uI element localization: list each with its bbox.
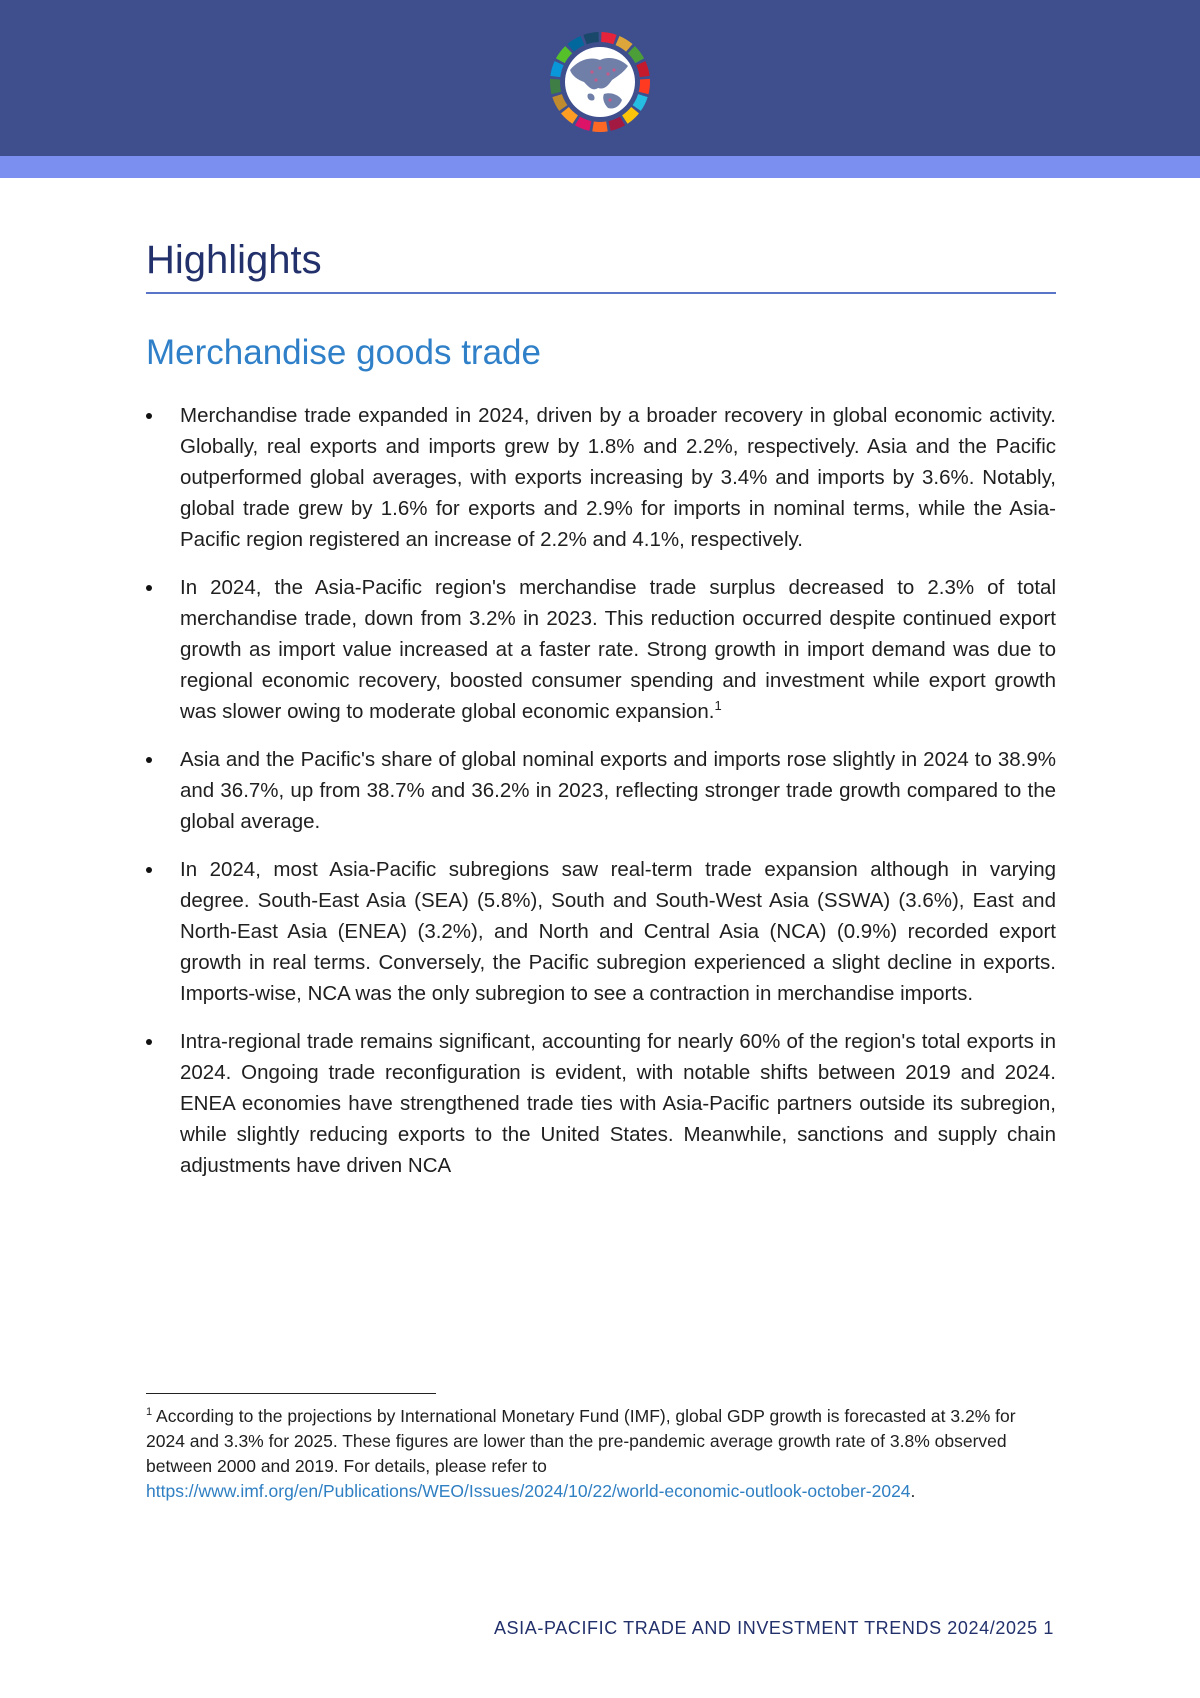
bullet-dot-icon — [146, 413, 152, 419]
logo-ring-segment — [552, 94, 567, 111]
bullet-text: In 2024, the Asia-Pacific region's merchandise trade surplus decreased to 2.3% of total merchandise trade, down from 3.2% in 2023. This reduction occurred despite continued export growth as import value increased at a faster rate. Strong growth in import demand was due to regional economic recovery, boosted consumer spending and investment while export growth was slower owing to moderate global economic expansion. — [180, 576, 1056, 723]
footnote-marker: 1 — [146, 1406, 153, 1419]
section-title: Merchandise goods trade — [146, 333, 541, 372]
logo-ring-segment — [609, 117, 626, 131]
page-title: Highlights — [146, 234, 1056, 294]
bullet-dot-icon — [146, 757, 152, 763]
logo-ring-segment — [567, 36, 584, 52]
bullet-item — [146, 744, 1056, 837]
footnote-period: . — [910, 1481, 916, 1501]
bullet-text: Intra-regional trade remains significant, accounting for nearly 60% of the region's total exports in 2024. Ongoing trade reconfiguration is evident, with notable shifts between 2019 and 2024. ENEA economies have strengthened trade ties with Asia-Pacific partners outside its subregion, while slightly reducing exports to the United States. Meanwhile, sanctions and supply chain adjustments have driven NCA — [180, 1030, 1056, 1177]
logo-ring-segment — [636, 61, 649, 77]
footnote-link[interactable]: https://www.imf.org/en/Publications/WEO/Issues/2024/10/22/world-economic-outlook-october-2024 — [146, 1481, 911, 1501]
bullet-text: In 2024, most Asia-Pacific subregions saw real-term trade expansion although in varying degree. South-East Asia (SEA) (5.8%), South and South-West Asia (SSWA) (3.6%), East and North-East Asia (ENEA) (3.2%), and North and Central Asia (NCA) (0.9%) recorded export growth in real terms. Conversely, the Pacific subregion experienced a slight decline in exports. Imports-wise, NCA was the only subregion to see a contraction in merchandise imports. — [180, 858, 1056, 1005]
bullet-dot-icon — [146, 867, 152, 873]
bullet-text: Merchandise trade expanded in 2024, driven by a broader recovery in global economic activity. Globally, real exports and imports grew by 1.8% and 2.2%, respectively. Asia and the Pacific outperformed global averages, with exports increasing by 3.4% and imports by 3.6%. Notably, global trade grew by 1.6% for exports and 2.9% for imports in nominal terms, while the Asia-Pacific region registered an increase of 2.2% and 4.1%, respectively. — [180, 404, 1056, 551]
footnote-text: According to the projections by International Monetary Fund (IMF), global GDP growth is forecasted at 3.2% for 2024 and 3.3% for 2025. These figures are lower than the pre-pandemic average growth rate of 3.8% observed between 2000 and 2019. For details, please refer to — [146, 1406, 1016, 1476]
logo-ring-segment — [550, 61, 563, 77]
logo-ring-segment — [575, 117, 592, 131]
bullet-dot-icon — [146, 585, 152, 591]
footnote-divider — [146, 1393, 436, 1394]
bullet-item — [146, 1026, 1056, 1181]
running-footer: ASIA-PACIFIC TRADE AND INVESTMENT TRENDS 2024/2025 1 — [493, 1618, 1054, 1638]
bullet-text: Asia and the Pacific's share of global nominal exports and imports rose slightly in 2024 to 38.9% and 36.7%, up from 38.7% and 36.2% in 2023, reflecting stronger trade growth compared to the global average. — [180, 748, 1056, 833]
globe-ring-logo-icon — [548, 30, 652, 134]
logo-ring-segment — [561, 107, 578, 124]
bullet-item — [146, 854, 1056, 1009]
bullet-item — [146, 572, 1056, 727]
logo-ring-segment — [622, 107, 639, 124]
logo-ring-segment — [583, 32, 598, 44]
footnote-reference[interactable]: 1 — [714, 698, 722, 714]
logo-ring-segment — [639, 79, 650, 94]
header-band — [0, 0, 1200, 156]
logo-ring-segment — [601, 32, 616, 44]
logo-ring-segment — [628, 46, 644, 63]
logo-ring-segment — [592, 122, 607, 132]
logo-ring-segment — [616, 36, 633, 52]
bullet-item — [146, 400, 1056, 555]
header-stripe — [0, 156, 1200, 178]
logo-ring-segment — [550, 79, 561, 94]
bullet-dot-icon — [146, 1039, 152, 1045]
highlights-bullet-list — [146, 400, 1056, 1198]
logo-ring-segment — [556, 46, 572, 63]
footnote — [146, 1404, 1056, 1504]
logo-ring-segment — [633, 94, 648, 111]
